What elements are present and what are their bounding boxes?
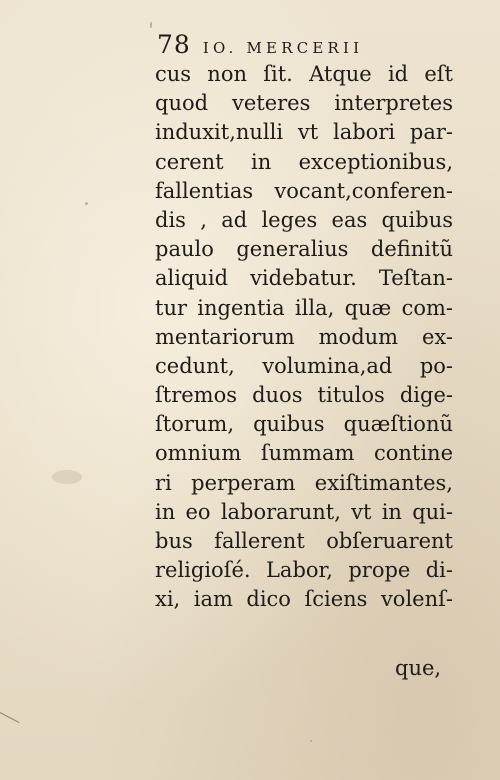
paper-speck	[85, 202, 88, 205]
page-number: 78	[157, 30, 191, 59]
text-line: induxit,nulli vt labori par-	[155, 120, 453, 145]
text-line: omnium ſummam contine	[155, 441, 453, 466]
text-line: dis , ad leges eas quibus	[155, 207, 453, 232]
text-line: tur ingentia illa, quæ com-	[155, 295, 453, 320]
paper-stain	[52, 470, 82, 484]
text-line: in eo laborarunt, vt in qui-	[155, 499, 453, 524]
text-line: ſtremos duos titulos dige-	[155, 383, 453, 408]
paper-speck	[310, 740, 312, 742]
text-line: bus fallerent obſeruarent	[155, 529, 453, 553]
running-head: IO. MERCERII	[202, 39, 364, 57]
text-line: aliquid videbatur. Teſtan-	[155, 266, 453, 291]
page-header	[157, 30, 429, 59]
text-line: ri perperam exiſtimantes,	[155, 470, 453, 495]
text-line: quod veteres interpretes	[155, 91, 453, 116]
paper-edge-mark	[0, 712, 20, 723]
catchword: que,	[395, 656, 442, 680]
text-line: fallentias vocant,conferen-	[155, 178, 453, 203]
body-text	[155, 60, 453, 615]
text-line: religioſé. Labor, prope di-	[155, 558, 453, 583]
text-line: paulo generalius definitũ	[155, 237, 453, 262]
text-line: ſtorum, quibus quæſtionũ	[155, 412, 453, 437]
text-line: mentariorum modum ex-	[155, 324, 453, 349]
text-line: xi, iam dico ſciens volenſ-	[155, 587, 453, 612]
text-line: cerent in exceptionibus,	[155, 149, 453, 174]
text-line: cus non ſit. Atque id eſt	[155, 62, 453, 86]
paper-speck	[150, 22, 152, 28]
text-line: cedunt, volumina,ad po-	[155, 353, 453, 378]
